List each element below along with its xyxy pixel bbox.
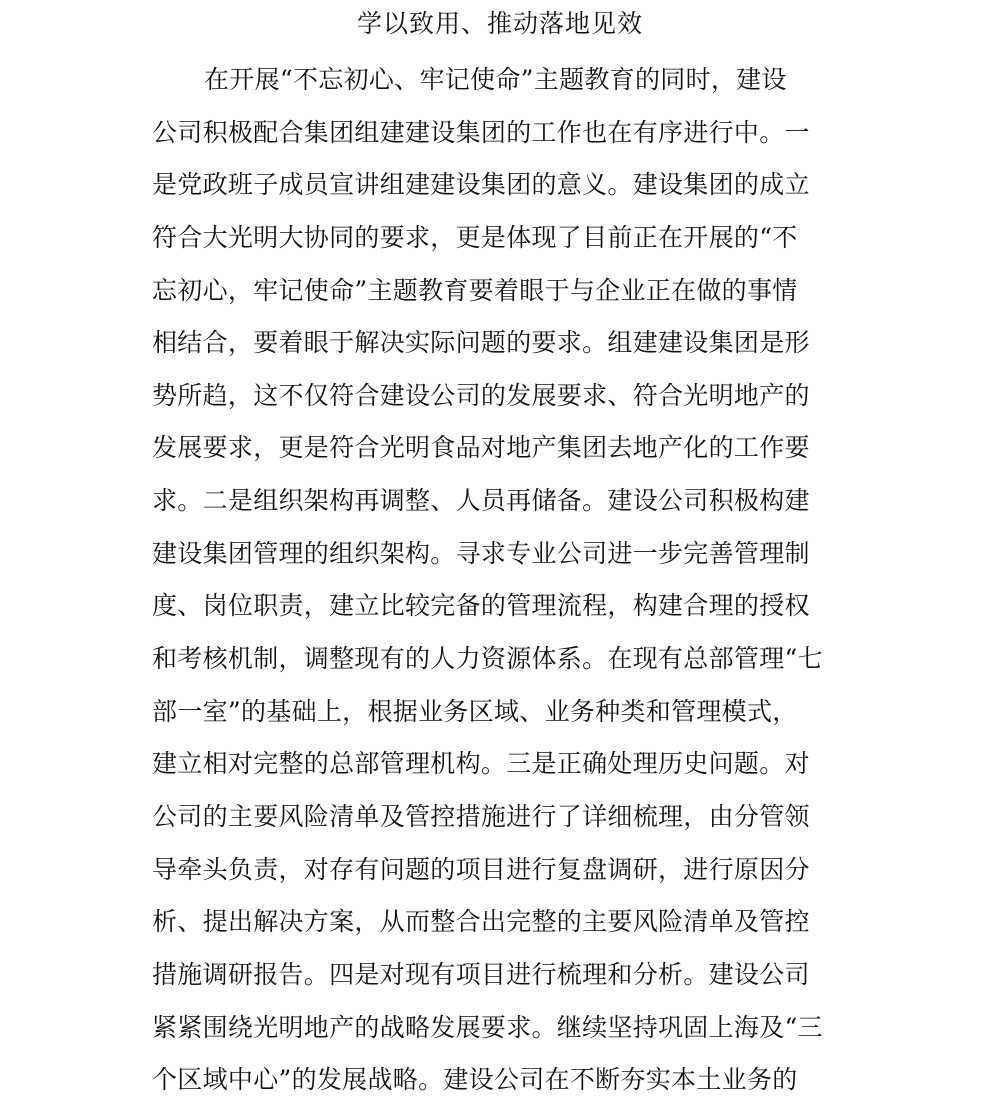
body-line: 度、岗位职责，建立比较完备的管理流程，构建合理的授权 [152, 591, 810, 621]
body-line: 建设集团管理的组织架构。寻求专业公司进一步完善管理制 [152, 538, 810, 568]
body-line: 公司积极配合集团组建建设集团的工作也在有序进行中。一 [152, 117, 810, 147]
body-line: 势所趋，这不仅符合建设公司的发展要求、符合光明地产的 [152, 380, 810, 410]
body-line: 个区域中心”的发展战略。建设公司在不断夯实本土业务的 [152, 1065, 798, 1095]
body-line: 发展要求，更是符合光明食品对地产集团去地产化的工作要 [152, 433, 810, 463]
body-line: 在开展“不忘初心、牢记使命”主题教育的同时，建设 [204, 65, 787, 94]
body-line: 析、提出解决方案，从而整合出完整的主要风险清单及管控 [152, 907, 810, 937]
body-line: 相结合，要着眼于解决实际问题的要求。组建建设集团是形 [152, 328, 810, 358]
body-line: 和考核机制，调整现有的人力资源体系。在现有总部管理“七 [152, 644, 823, 674]
body-line: 部一室”的基础上，根据业务区域、业务种类和管理模式， [152, 696, 798, 726]
body-line: 忘初心，牢记使命”主题教育要着眼于与企业正在做的事情 [152, 275, 798, 305]
body-line: 符合大光明大协同的要求，更是体现了目前正在开展的“不 [152, 222, 798, 252]
document-title: 学以致用、推动落地见效 [356, 9, 643, 38]
body-line: 建立相对完整的总部管理机构。三是正确处理历史问题。对 [152, 749, 810, 779]
body-line: 是党政班子成员宣讲组建建设集团的意义。建设集团的成立 [152, 170, 810, 200]
document-body [152, 62, 872, 1115]
body-line: 紧紧围绕光明地产的战略发展要求。继续坚持巩固上海及“三 [152, 1012, 823, 1042]
body-line: 求。二是组织架构再调整、人员再储备。建设公司积极构建 [152, 486, 810, 516]
body-line: 导牵头负责，对存有问题的项目进行复盘调研，进行原因分 [152, 854, 810, 884]
body-line: 措施调研报告。四是对现有项目进行梳理和分析。建设公司 [152, 959, 810, 989]
body-line: 公司的主要风险清单及管控措施进行了详细梳理，由分管领 [152, 801, 810, 831]
